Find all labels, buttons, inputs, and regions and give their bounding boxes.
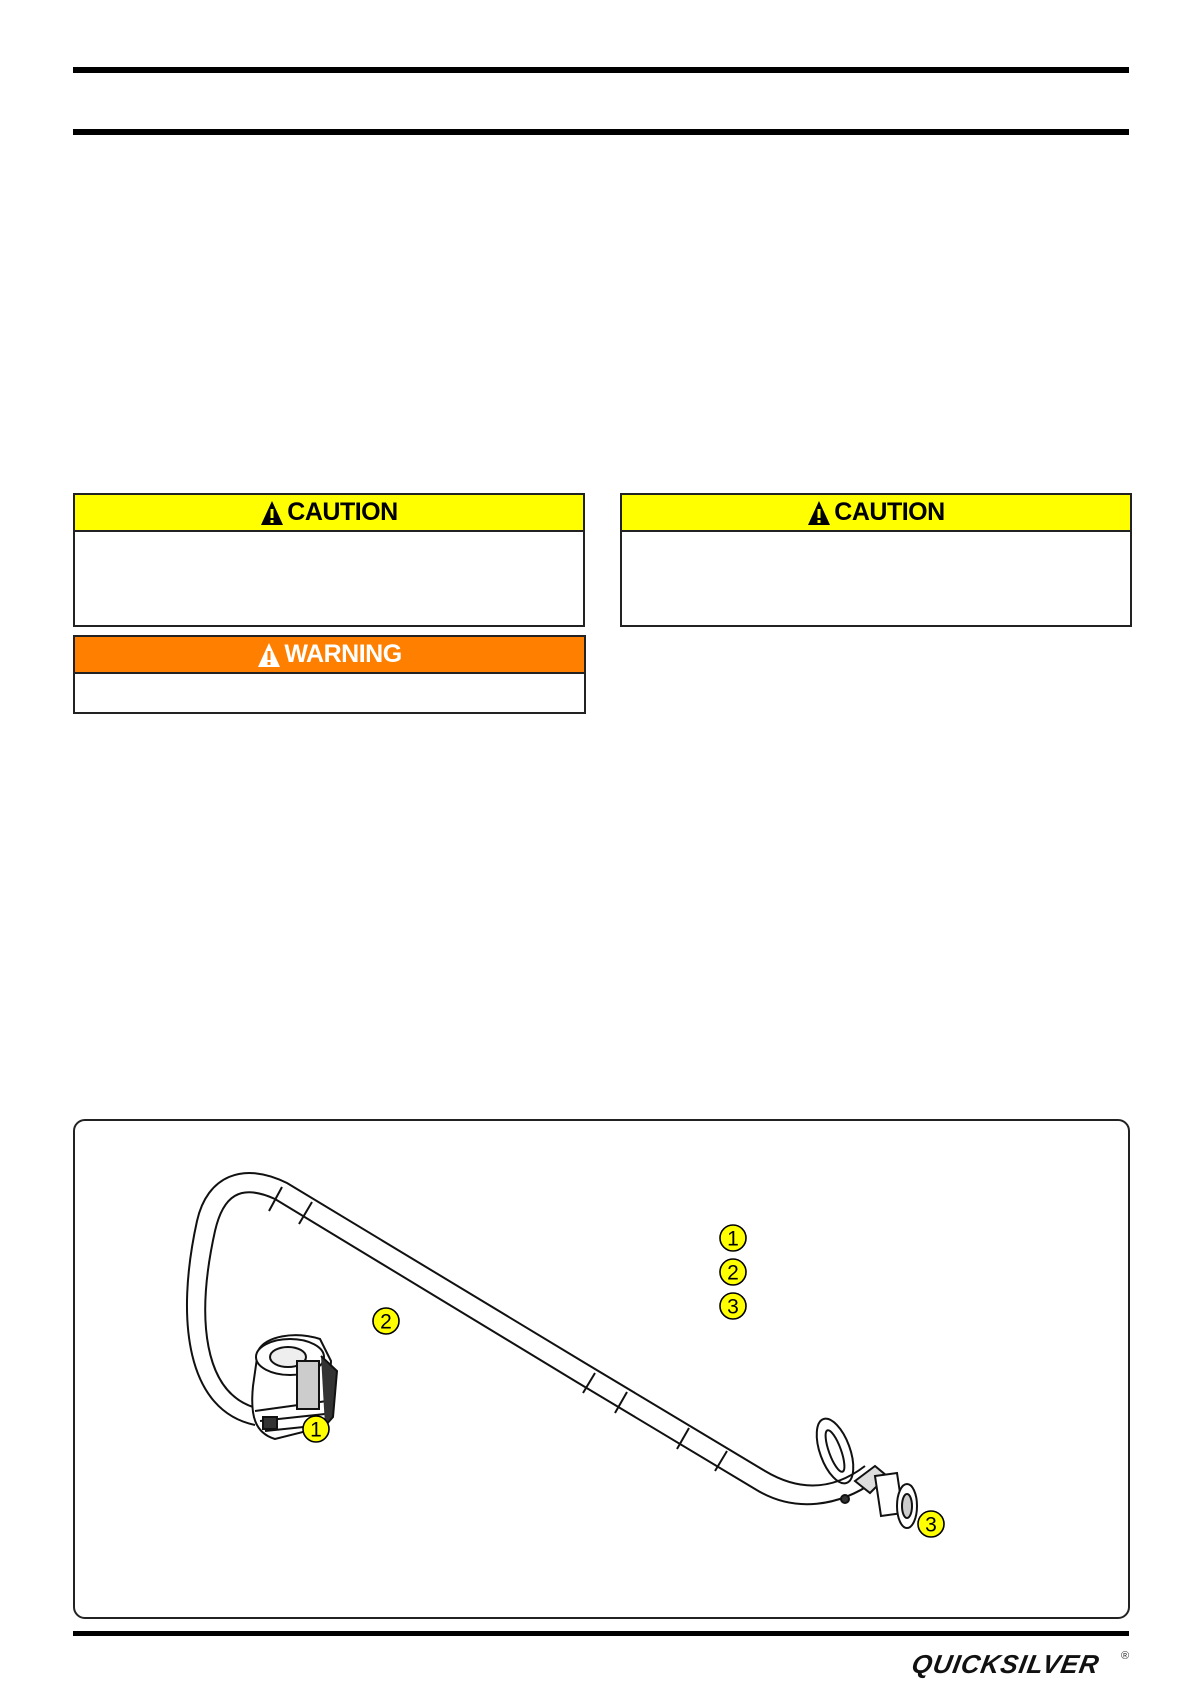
- caution-triangle-icon: [807, 500, 831, 526]
- callout-1-number: 1: [310, 1418, 322, 1442]
- callout-1: [303, 1416, 329, 1442]
- warning-triangle-icon: [257, 642, 281, 668]
- caution-text: [75, 532, 583, 548]
- caution-header: [622, 495, 1130, 532]
- legend-3-number: 3: [727, 1295, 739, 1319]
- figure-legend: [720, 1225, 746, 1319]
- warning-header: [75, 637, 584, 674]
- caution-notice-right: [620, 493, 1132, 627]
- callout-3: [918, 1511, 944, 1537]
- header-rule-top: [73, 67, 1129, 73]
- warning-label: WARNING: [284, 640, 402, 668]
- header-rule-bottom: [73, 129, 1129, 135]
- callout-2-number: 2: [380, 1310, 392, 1334]
- footer-rule: [73, 1631, 1129, 1636]
- registered-mark: ®: [1121, 1650, 1130, 1662]
- caution-text: [622, 532, 1130, 548]
- legend-item-1: [720, 1225, 746, 1251]
- quicksilver-logo: QUICKSILVER: [909, 1649, 1102, 1679]
- warning-notice: [73, 635, 586, 714]
- caution-header: [75, 495, 583, 532]
- warning-text: [75, 674, 584, 690]
- callout-2: [373, 1308, 399, 1334]
- caution-triangle-icon: [260, 500, 284, 526]
- callout-3-number: 3: [925, 1513, 937, 1537]
- legend-item-3: [720, 1293, 746, 1319]
- legend-2-number: 2: [727, 1261, 739, 1285]
- legend-1-number: 1: [727, 1227, 739, 1251]
- pump-hose-illustration: [73, 1119, 1130, 1619]
- caution-label: CAUTION: [287, 498, 398, 526]
- caution-label: CAUTION: [834, 498, 945, 526]
- legend-item-2: [720, 1259, 746, 1285]
- caution-notice-left: [73, 493, 585, 627]
